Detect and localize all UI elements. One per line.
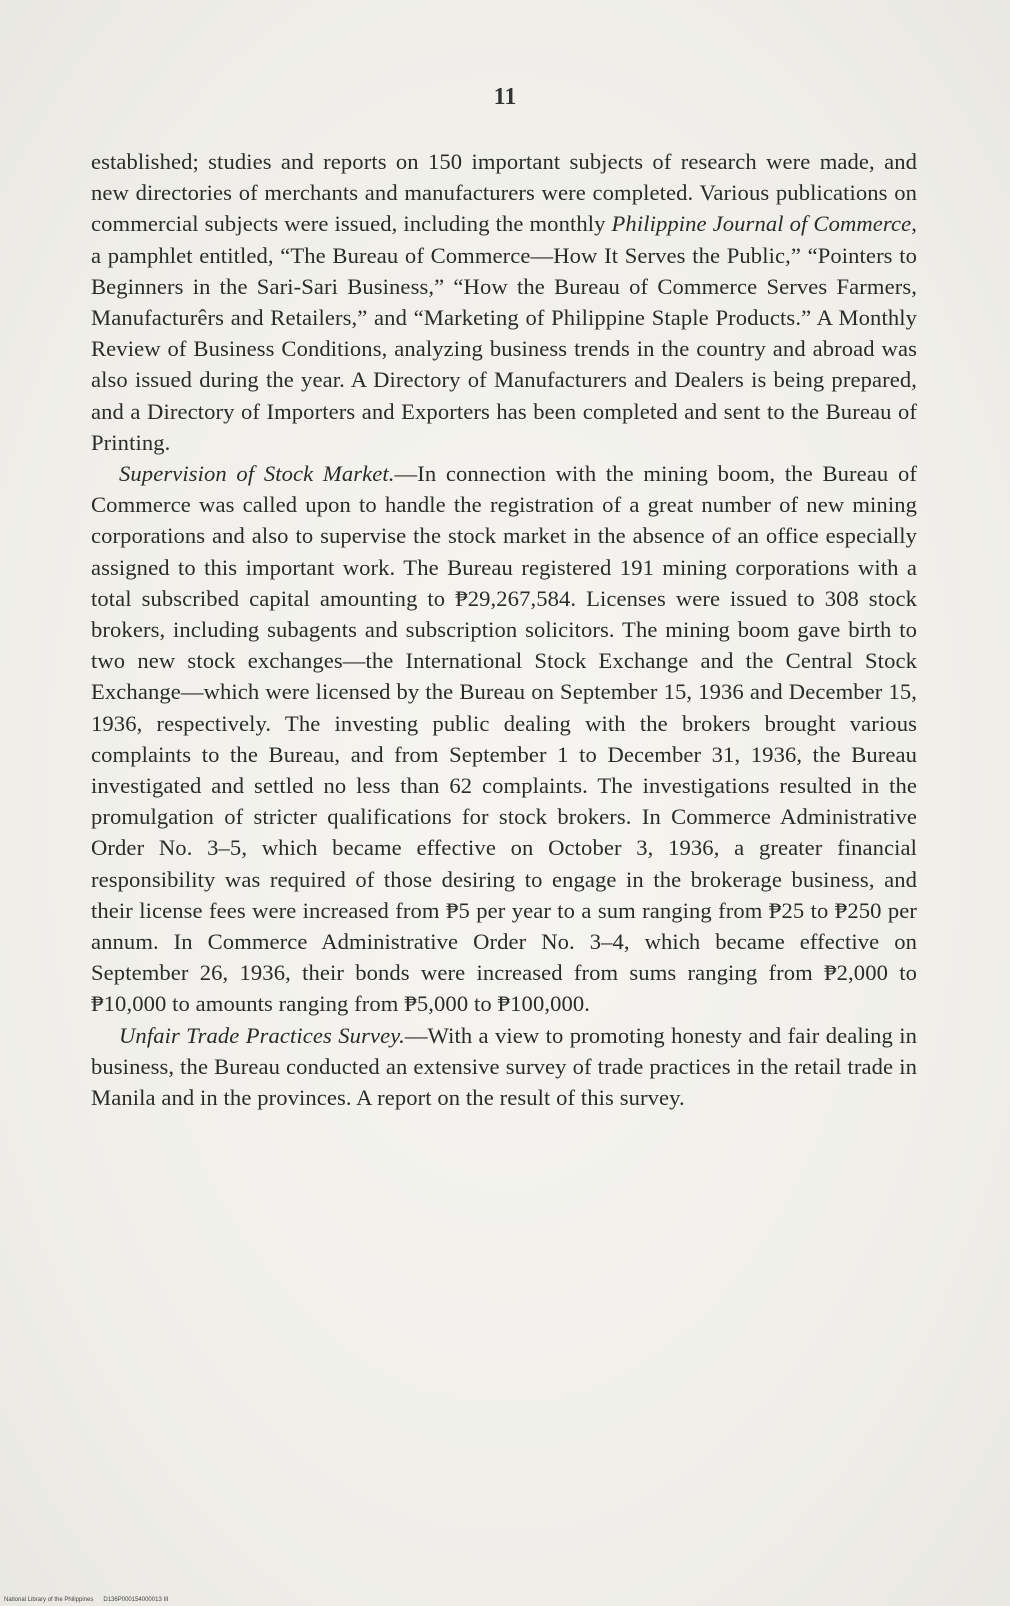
paragraph-publications	[91, 146, 917, 458]
paragraph-text: established; studies and reports on 150 important subjects of research were made, and new directories of merchants and manufacturers were completed. Various publications on commercial subjects were issued, including the monthly	[91, 149, 917, 237]
body-text	[91, 146, 917, 1113]
paragraph-text: —In connection with the mining boom, the Bureau of Commerce was called upon to handle the registration of a great number of new mining corporations and also to supervise the stock market in the absence of an office especially assigned to this important work. The Bureau registered 191 mining corporations with a total subscribed capital amounting to ₱29,267,584. Licenses were issued to 308 stock brokers, including subagents and subscription solicitors. The mining boom gave birth to two new stock exchanges—the International Stock Exchange and the Central Stock Exchange—which were licensed by the Bureau on September 15, 1936 and December 15, 1936, respectively. The investing public dealing with the brokers brought various complaints to the Bureau, and from September 1 to December 31, 1936, the Bureau investigated and settled no less than 62 complaints. The investigations resulted in the promulgation of stricter qualifications for stock brokers. In Commerce Administrative Order No. 3–5, which became effective on October 3, 1936, a greater financial responsibility was required of those desiring to engage in the brokerage business, and their license fees were increased from ₱5 per year to a sum ranging from ₱25 to ₱250 per annum. In Commerce Administrative Order No. 3–4, which became effective on September 26, 1936, their bonds were increased from sums ranging from ₱2,000 to ₱10,000 to amounts ranging from ₱5,000 to ₱100,000.	[91, 461, 917, 1017]
paragraph-text: , a pamphlet entitled, “The Bureau of Commerce—How It Serves the Public,” “Pointers to Beginners in the Sari-Sari Business,” “How the Bureau of Commerce Serves Farmers, Manufacturêrs and Retailers,” and “Marketing of Philippine Staple Products.” A Monthly Review of Business Conditions, analyzing business trends in the country and abroad was also issued during the year. A Directory of Manufacturers and Dealers is being prepared, and a Directory of Importers and Exporters has been completed and sent to the Bureau of Printing.	[91, 211, 917, 455]
journal-title: Philippine Journal of Commerce	[611, 211, 912, 237]
scan-code: D136P000154000013 III	[103, 1597, 169, 1603]
paragraph-stock-market	[91, 458, 917, 1020]
section-heading-stock-market: Supervision of Stock Market.	[119, 461, 395, 487]
paragraph-text: —With a view to promoting honesty and fair dealing in business, the Bureau conducted an extensive survey of trade practices in the retail trade in Manila and in the provinces. A report on the result of this survey.	[91, 1022, 917, 1111]
section-heading-unfair-trade: Unfair Trade Practices Survey.	[119, 1022, 405, 1048]
page-number: 11	[493, 84, 517, 110]
scan-footer	[4, 1597, 168, 1603]
library-credit: National Library of the Philippines	[4, 1597, 94, 1603]
paragraph-unfair-trade	[91, 1020, 917, 1114]
